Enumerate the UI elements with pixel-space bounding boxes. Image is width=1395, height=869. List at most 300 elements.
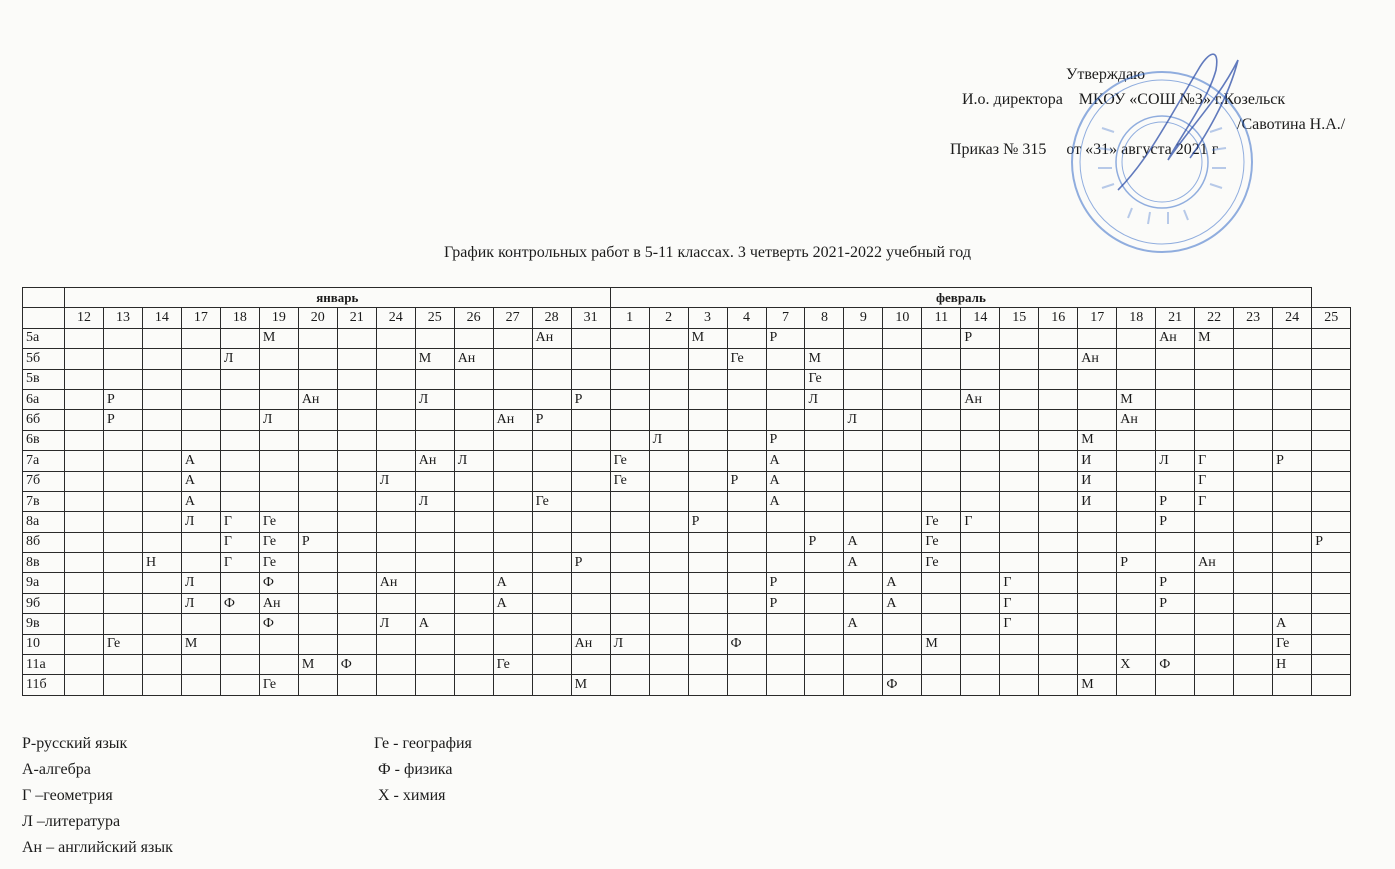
approval-role: И.о. директора МКОУ «СОШ №3» г.Козельск [962, 91, 1286, 108]
month-header: февраль [610, 288, 1312, 308]
schedule-cell [649, 532, 688, 552]
schedule-cell: М [259, 328, 298, 348]
day-header: 27 [493, 308, 532, 328]
schedule-cell [1078, 328, 1117, 348]
schedule-cell [844, 328, 883, 348]
schedule-cell [727, 389, 766, 409]
schedule-cell: Г [1195, 491, 1234, 511]
schedule-cell: А [181, 471, 220, 491]
schedule-cell [649, 471, 688, 491]
schedule-cell [532, 389, 571, 409]
schedule-cell [883, 634, 922, 654]
schedule-cell [649, 675, 688, 695]
day-header: 26 [454, 308, 493, 328]
day-header: 14 [961, 308, 1000, 328]
schedule-cell: Ан [259, 593, 298, 613]
schedule-cell [220, 634, 259, 654]
schedule-cell [1117, 471, 1156, 491]
schedule-cell: И [1078, 491, 1117, 511]
schedule-cell: Г [1000, 573, 1039, 593]
schedule-cell [1039, 328, 1078, 348]
schedule-cell [1039, 553, 1078, 573]
schedule-cell [766, 512, 805, 532]
schedule-cell [649, 389, 688, 409]
schedule-cell [1156, 675, 1195, 695]
schedule-cell [766, 369, 805, 389]
schedule-cell: А [181, 491, 220, 511]
table-row [23, 349, 1351, 369]
schedule-cell [571, 573, 610, 593]
schedule-cell: Ге [259, 553, 298, 573]
schedule-cell [805, 471, 844, 491]
schedule-cell [415, 655, 454, 675]
schedule-cell [1312, 655, 1351, 675]
schedule-cell [415, 634, 454, 654]
schedule-cell [1273, 553, 1312, 573]
schedule-cell [610, 675, 649, 695]
schedule-cell [220, 471, 259, 491]
schedule-cell [1195, 430, 1234, 450]
schedule-cell [376, 512, 415, 532]
schedule-cell [1234, 512, 1273, 532]
schedule-cell [1156, 532, 1195, 552]
schedule-cell [805, 573, 844, 593]
schedule-cell [961, 593, 1000, 613]
class-label: 8а [23, 512, 65, 532]
schedule-cell [1234, 614, 1273, 634]
schedule-cell [805, 430, 844, 450]
month-header: январь [65, 288, 611, 308]
schedule-cell [259, 349, 298, 369]
schedule-cell [532, 593, 571, 613]
schedule-cell [1156, 369, 1195, 389]
schedule-cell: Р [961, 328, 1000, 348]
schedule-cell [103, 430, 142, 450]
schedule-cell [805, 328, 844, 348]
approval-name: /Савотина Н.А./ [1237, 116, 1346, 133]
class-label: 9б [23, 593, 65, 613]
schedule-cell [766, 389, 805, 409]
schedule-cell [649, 410, 688, 430]
schedule-cell [493, 430, 532, 450]
schedule-cell [805, 634, 844, 654]
schedule-cell: Р [1117, 553, 1156, 573]
schedule-cell [415, 328, 454, 348]
schedule-cell [1195, 512, 1234, 532]
schedule-cell [610, 532, 649, 552]
schedule-cell [1273, 675, 1312, 695]
schedule-cell [727, 675, 766, 695]
schedule-cell [610, 369, 649, 389]
schedule-cell: Ге [1273, 634, 1312, 654]
schedule-cell [961, 349, 1000, 369]
class-label: 7а [23, 451, 65, 471]
schedule-cell: Л [610, 634, 649, 654]
schedule-cell: М [805, 349, 844, 369]
schedule-cell: Г [220, 553, 259, 573]
schedule-cell: Р [1156, 512, 1195, 532]
schedule-cell [727, 512, 766, 532]
schedule-cell [727, 532, 766, 552]
schedule-cell: Ан [493, 410, 532, 430]
day-header: 21 [337, 308, 376, 328]
schedule-cell [376, 532, 415, 552]
schedule-cell [1195, 675, 1234, 695]
schedule-cell [766, 532, 805, 552]
schedule-cell [65, 573, 104, 593]
class-label: 6б [23, 410, 65, 430]
schedule-cell [844, 369, 883, 389]
schedule-cell [1000, 532, 1039, 552]
schedule-cell: Ан [1156, 328, 1195, 348]
schedule-cell [298, 328, 337, 348]
schedule-cell [649, 491, 688, 511]
schedule-cell [610, 614, 649, 634]
day-header: 13 [103, 308, 142, 328]
schedule-cell [1234, 573, 1273, 593]
schedule-cell [649, 593, 688, 613]
schedule-cell [766, 634, 805, 654]
schedule-cell [454, 634, 493, 654]
schedule-cell [922, 491, 961, 511]
schedule-cell: Л [649, 430, 688, 450]
schedule-cell [1273, 471, 1312, 491]
schedule-cell [1234, 471, 1273, 491]
schedule-cell [181, 614, 220, 634]
schedule-cell [298, 593, 337, 613]
schedule-cell: Ан [532, 328, 571, 348]
schedule-cell [220, 410, 259, 430]
schedule-cell [454, 614, 493, 634]
schedule-cell: Ан [454, 349, 493, 369]
schedule-cell [961, 532, 1000, 552]
schedule-cell: Ан [571, 634, 610, 654]
schedule-cell [415, 675, 454, 695]
schedule-cell [1195, 532, 1234, 552]
schedule-cell [454, 430, 493, 450]
class-label: 11б [23, 675, 65, 695]
table-row [23, 675, 1351, 695]
schedule-cell [1000, 451, 1039, 471]
schedule-cell: Ф [220, 593, 259, 613]
schedule-cell [883, 430, 922, 450]
document-title: График контрольных работ в 5-11 классах. 3 четверть 2021-2022 учебный год [444, 244, 971, 261]
schedule-cell [415, 430, 454, 450]
table-row [23, 471, 1351, 491]
schedule-cell [649, 451, 688, 471]
table-row [23, 328, 1351, 348]
schedule-cell [1117, 675, 1156, 695]
schedule-cell [1117, 491, 1156, 511]
day-header: 18 [220, 308, 259, 328]
schedule-cell [1312, 593, 1351, 613]
schedule-cell [1000, 389, 1039, 409]
schedule-cell [65, 410, 104, 430]
schedule-cell [610, 573, 649, 593]
table-row [23, 614, 1351, 634]
schedule-cell [415, 410, 454, 430]
schedule-cell [961, 410, 1000, 430]
schedule-cell [181, 655, 220, 675]
schedule-cell [922, 675, 961, 695]
schedule-cell [337, 491, 376, 511]
schedule-cell [220, 614, 259, 634]
schedule-cell [181, 389, 220, 409]
schedule-cell [103, 593, 142, 613]
schedule-cell [1078, 614, 1117, 634]
schedule-cell: И [1078, 451, 1117, 471]
schedule-cell [727, 328, 766, 348]
schedule-cell [454, 655, 493, 675]
schedule-cell: А [883, 593, 922, 613]
schedule-cell [142, 614, 181, 634]
schedule-cell [1039, 593, 1078, 613]
schedule-cell [376, 369, 415, 389]
schedule-cell [688, 655, 727, 675]
schedule-cell [961, 553, 1000, 573]
schedule-cell [571, 369, 610, 389]
schedule-cell [1000, 430, 1039, 450]
schedule-cell [961, 614, 1000, 634]
schedule-cell [1234, 328, 1273, 348]
schedule-cell [922, 410, 961, 430]
schedule-cell: Х [1117, 655, 1156, 675]
legend-item: Г –геометрия [22, 787, 113, 804]
schedule-cell [65, 634, 104, 654]
schedule-cell [688, 471, 727, 491]
schedule-cell [65, 369, 104, 389]
schedule-cell [1234, 451, 1273, 471]
schedule-cell: Р [571, 553, 610, 573]
schedule-cell [142, 451, 181, 471]
schedule-cell [454, 512, 493, 532]
schedule-cell [376, 553, 415, 573]
schedule-cell [298, 471, 337, 491]
schedule-cell [103, 491, 142, 511]
day-header: 2 [649, 308, 688, 328]
schedule-cell [142, 369, 181, 389]
schedule-cell: Н [142, 553, 181, 573]
schedule-cell [1195, 593, 1234, 613]
schedule-cell [103, 573, 142, 593]
schedule-cell: А [883, 573, 922, 593]
schedule-cell [65, 655, 104, 675]
schedule-cell [298, 451, 337, 471]
schedule-cell [376, 451, 415, 471]
schedule-cell [571, 512, 610, 532]
day-header: 15 [1000, 308, 1039, 328]
schedule-cell: Ан [376, 573, 415, 593]
schedule-cell: Ге [103, 634, 142, 654]
schedule-cell [337, 512, 376, 532]
schedule-cell [1039, 491, 1078, 511]
legend-right [374, 731, 472, 809]
table-row [23, 634, 1351, 654]
schedule-cell: Л [259, 410, 298, 430]
schedule-cell [103, 655, 142, 675]
schedule-cell [142, 573, 181, 593]
schedule-cell [1195, 410, 1234, 430]
schedule-cell: А [844, 532, 883, 552]
schedule-cell [1039, 573, 1078, 593]
class-label: 8в [23, 553, 65, 573]
schedule-cell: Ге [259, 512, 298, 532]
schedule-cell [220, 451, 259, 471]
schedule-cell [883, 328, 922, 348]
schedule-cell [1039, 369, 1078, 389]
schedule-cell [922, 655, 961, 675]
schedule-cell: М [415, 349, 454, 369]
schedule-cell: Л [454, 451, 493, 471]
class-label: 9в [23, 614, 65, 634]
schedule-cell [454, 573, 493, 593]
schedule-cell [1156, 634, 1195, 654]
schedule-cell [1000, 675, 1039, 695]
schedule-cell [688, 593, 727, 613]
schedule-cell [1000, 349, 1039, 369]
schedule-cell: М [688, 328, 727, 348]
schedule-cell: Р [571, 389, 610, 409]
schedule-cell [844, 634, 883, 654]
schedule-cell [181, 369, 220, 389]
schedule-cell [766, 553, 805, 573]
schedule-cell [65, 491, 104, 511]
schedule-cell [1039, 389, 1078, 409]
schedule-cell [376, 328, 415, 348]
schedule-cell: Ге [610, 451, 649, 471]
schedule-cell [1273, 430, 1312, 450]
schedule-cell [103, 471, 142, 491]
schedule-cell [1078, 369, 1117, 389]
schedule-cell [571, 451, 610, 471]
schedule-cell [922, 430, 961, 450]
schedule-cell [103, 451, 142, 471]
schedule-cell [727, 593, 766, 613]
schedule-cell [805, 593, 844, 613]
schedule-cell [376, 655, 415, 675]
schedule-cell: Р [688, 512, 727, 532]
schedule-cell: Г [220, 512, 259, 532]
schedule-cell [1312, 430, 1351, 450]
schedule-cell [1000, 512, 1039, 532]
schedule-cell [1234, 532, 1273, 552]
schedule-cell [1312, 328, 1351, 348]
schedule-cell [142, 349, 181, 369]
schedule-cell [688, 614, 727, 634]
schedule-cell [181, 430, 220, 450]
schedule-cell [337, 349, 376, 369]
schedule-cell [649, 655, 688, 675]
schedule-cell [1273, 389, 1312, 409]
table-row [23, 655, 1351, 675]
day-header: 7 [766, 308, 805, 328]
schedule-cell [922, 389, 961, 409]
class-label: 11а [23, 655, 65, 675]
schedule-cell: Н [1273, 655, 1312, 675]
day-header: 20 [298, 308, 337, 328]
schedule-cell: Ге [259, 675, 298, 695]
schedule-cell: Л [844, 410, 883, 430]
schedule-cell [103, 675, 142, 695]
schedule-cell [961, 634, 1000, 654]
schedule-cell [259, 369, 298, 389]
day-header: 4 [727, 308, 766, 328]
class-label: 5б [23, 349, 65, 369]
schedule-cell [415, 369, 454, 389]
schedule-cell [922, 471, 961, 491]
day-header: 3 [688, 308, 727, 328]
schedule-cell [1039, 430, 1078, 450]
schedule-cell [1117, 328, 1156, 348]
day-header: 9 [844, 308, 883, 328]
schedule-cell [1039, 512, 1078, 532]
schedule-cell [415, 553, 454, 573]
schedule-cell: А [493, 593, 532, 613]
day-header: 12 [65, 308, 104, 328]
schedule-cell: А [844, 553, 883, 573]
schedule-cell [532, 614, 571, 634]
schedule-cell [610, 430, 649, 450]
schedule-cell [1312, 471, 1351, 491]
schedule-cell [883, 410, 922, 430]
schedule-cell [220, 491, 259, 511]
schedule-cell [415, 573, 454, 593]
table-row [23, 491, 1351, 511]
table-row [23, 532, 1351, 552]
schedule-cell [337, 389, 376, 409]
schedule-cell [1039, 532, 1078, 552]
schedule-cell [1273, 532, 1312, 552]
schedule-cell [1000, 655, 1039, 675]
schedule-cell [1078, 593, 1117, 613]
schedule-cell: Ф [337, 655, 376, 675]
schedule-cell [493, 512, 532, 532]
schedule-cell: Ан [1078, 349, 1117, 369]
schedule-cell [1000, 328, 1039, 348]
day-header: 31 [571, 308, 610, 328]
schedule-cell [1039, 451, 1078, 471]
table-row [23, 451, 1351, 471]
schedule-cell [922, 369, 961, 389]
schedule-cell [1312, 410, 1351, 430]
schedule-cell [181, 553, 220, 573]
schedule-cell: Ге [610, 471, 649, 491]
schedule-cell [844, 573, 883, 593]
schedule-cell [532, 349, 571, 369]
schedule-cell [805, 491, 844, 511]
schedule-cell [883, 451, 922, 471]
class-label: 10 [23, 634, 65, 654]
schedule-cell [922, 614, 961, 634]
schedule-cell [1195, 655, 1234, 675]
schedule-cell [415, 471, 454, 491]
schedule-cell [1195, 634, 1234, 654]
schedule-cell [1156, 471, 1195, 491]
schedule-cell [1273, 593, 1312, 613]
schedule-cell: Л [376, 614, 415, 634]
schedule-cell [1195, 389, 1234, 409]
schedule-cell [1312, 573, 1351, 593]
schedule-cell [142, 532, 181, 552]
schedule-cell: Г [220, 532, 259, 552]
signature-icon [1108, 40, 1248, 200]
schedule-cell [922, 451, 961, 471]
schedule-cell: Л [181, 573, 220, 593]
schedule-cell: Р [1156, 593, 1195, 613]
schedule-cell: Г [1000, 614, 1039, 634]
schedule-cell [376, 430, 415, 450]
schedule-cell [688, 451, 727, 471]
